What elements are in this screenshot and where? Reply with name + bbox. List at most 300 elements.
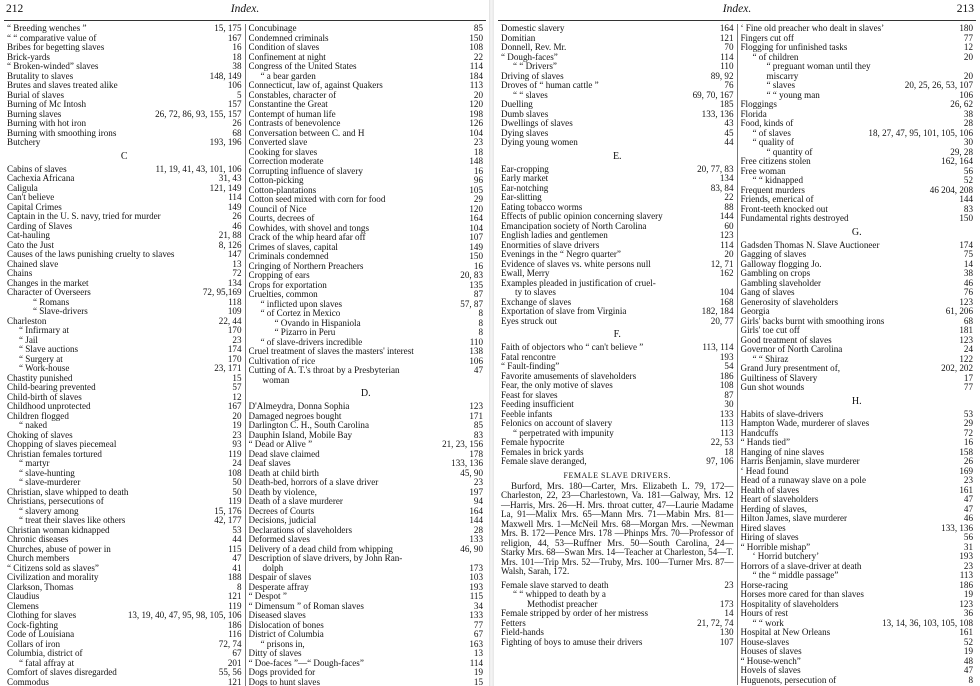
- index-term: Evidence of slaves vs. white persons null: [501, 259, 651, 269]
- page-references: 20: [724, 250, 734, 259]
- index-term: Chopping of slaves piecemeal: [7, 440, 117, 449]
- index-term: Crack of the whip heard afar off: [248, 233, 366, 242]
- index-entry: [741, 53, 974, 63]
- page-references: 11, 19, 41, 43, 101, 106: [155, 164, 242, 174]
- index-term: Domestic slavery: [501, 24, 565, 33]
- index-entry: [501, 419, 734, 429]
- page-references: 20, 25, 26, 53, 107: [904, 81, 973, 90]
- index-entry: [741, 345, 974, 355]
- page-references: 162, 164: [941, 157, 973, 166]
- page-references: 36: [963, 609, 973, 618]
- page-references: 77: [963, 383, 973, 392]
- index-term: Cat-hauling: [7, 231, 50, 240]
- index-entry: [501, 638, 734, 648]
- page-references: 20, 77, 83: [697, 164, 734, 174]
- page-references: 20, 77: [710, 316, 734, 326]
- page-references: 29: [963, 419, 973, 428]
- index-entry: [501, 174, 734, 184]
- index-term: “ fatal affray at: [19, 658, 75, 668]
- index-term: Hours of rest: [740, 609, 788, 618]
- page-references: 123: [719, 231, 734, 240]
- index-term: Gadsden Thomas N. Slave Auctioneer: [740, 240, 880, 250]
- page-references: 44: [232, 535, 242, 544]
- index-entry: [501, 298, 734, 308]
- page-references: 26, 62: [950, 100, 973, 109]
- page-references: 83: [473, 430, 483, 440]
- page-references: 133, 136: [451, 459, 483, 468]
- index-entry: [249, 252, 484, 262]
- index-term: Children flogged: [7, 411, 69, 421]
- page-references: 21, 23, 156: [442, 440, 483, 449]
- page-references: 97, 106: [706, 457, 734, 466]
- index-term: Driving of slaves: [501, 71, 564, 81]
- index-entry: [7, 488, 242, 498]
- index-term: Child-bearing prevented: [7, 383, 96, 392]
- index-term: Cock-fighting: [7, 620, 59, 630]
- page-references: 88: [724, 202, 734, 212]
- index-entry: [741, 250, 974, 260]
- page-references: 133: [469, 611, 483, 620]
- index-entry: [501, 241, 734, 251]
- index-term: Frequent murders: [740, 185, 805, 195]
- index-entry: [7, 640, 242, 650]
- index-term: Dogs provided for: [248, 668, 316, 677]
- page-references: 161: [959, 485, 973, 495]
- page-references: 28: [473, 525, 483, 535]
- index-term: Habits of slave-drivers: [740, 409, 824, 419]
- index-term: Clothing for slaves: [7, 611, 77, 620]
- index-entry: [741, 91, 974, 101]
- page-references: 162: [719, 269, 734, 278]
- index-term: Burial of slaves: [7, 90, 65, 100]
- page-references: 21, 88: [218, 231, 242, 240]
- index-term: Dislocation of bones: [248, 620, 324, 630]
- index-entry: [7, 326, 242, 336]
- page-references: 119: [228, 601, 242, 611]
- index-entry: [501, 212, 734, 222]
- index-entry: [249, 110, 484, 120]
- index-term: “ slavery among: [19, 506, 79, 516]
- page-references: 5: [236, 90, 242, 100]
- index-term: Enormities of slave drivers: [501, 240, 600, 250]
- page-references: 67: [473, 630, 483, 639]
- left-index-column-2: [245, 24, 487, 686]
- index-term: Cotton seed mixed with corn for food: [248, 195, 386, 204]
- index-term: Cultivation of rice: [248, 356, 316, 366]
- page-references: 72, 74: [218, 639, 242, 649]
- index-entry: [249, 81, 484, 91]
- index-entry: [741, 657, 974, 667]
- index-entry: [7, 668, 242, 678]
- index-entry: [741, 457, 974, 467]
- index-entry: [249, 412, 484, 422]
- index-term: Handcuffs: [740, 428, 779, 438]
- page-references: 144: [959, 195, 973, 204]
- index-entry: [501, 353, 734, 363]
- index-entry: [741, 119, 974, 129]
- index-entry: [741, 619, 974, 629]
- index-entry: [7, 307, 242, 317]
- index-term: Ewall, Merry: [501, 269, 550, 278]
- index-entry: [501, 91, 734, 101]
- page-references: 38: [963, 109, 973, 119]
- index-term: Guiltiness of Slavery: [740, 373, 818, 383]
- page-references: 170: [227, 354, 242, 364]
- index-entry: [249, 554, 484, 564]
- index-entry: [7, 450, 242, 460]
- index-entry: [741, 562, 974, 572]
- index-entry: [501, 72, 734, 82]
- index-entry: [741, 467, 974, 477]
- index-entry: [7, 260, 242, 270]
- page-references: 133: [469, 535, 483, 544]
- section-letter: G.: [851, 226, 862, 238]
- index-entry: [249, 440, 484, 450]
- page-references: 164: [469, 506, 483, 516]
- page-references: 22: [724, 193, 734, 202]
- index-term: “ quality of: [752, 138, 794, 147]
- right-running-head: [498, 0, 976, 21]
- page-references: 8: [968, 675, 973, 685]
- page-references: 29: [473, 195, 483, 204]
- page-references: 186: [227, 620, 242, 630]
- page-references: 12: [232, 392, 242, 402]
- page-references: 185: [719, 100, 734, 109]
- index-entry: [501, 184, 734, 194]
- index-entry: [501, 165, 734, 175]
- page-references: 56: [963, 533, 973, 542]
- index-entry: [7, 554, 242, 564]
- index-term: Despair of slaves: [248, 573, 312, 582]
- page-references: 120: [469, 204, 483, 214]
- index-entry: [7, 269, 242, 279]
- page-references: 174: [227, 345, 242, 354]
- index-entry: [7, 678, 242, 686]
- page-references: 121: [719, 33, 734, 43]
- index-entry: [249, 421, 484, 431]
- page-references: 148: [469, 157, 483, 166]
- index-term: Choking of slaves: [7, 430, 73, 440]
- index-term: “ perpetrated with impunity: [513, 428, 614, 438]
- index-entry: [741, 410, 974, 420]
- index-entry: [7, 250, 242, 260]
- page-references: 60: [724, 221, 734, 231]
- index-entry: [741, 533, 974, 543]
- index-entry: [249, 611, 484, 621]
- index-term: “ Horrible mishap”: [740, 542, 811, 552]
- index-entry: [249, 148, 484, 158]
- page-references: 107: [469, 233, 483, 242]
- page-references: 120: [469, 100, 483, 109]
- index-entry: [7, 564, 242, 574]
- index-entry: [501, 372, 734, 382]
- page-references: 56: [963, 166, 973, 176]
- index-entry: [741, 590, 974, 600]
- page-references: 22: [473, 52, 483, 62]
- index-entry: [249, 243, 484, 253]
- index-entry: [501, 400, 734, 410]
- index-entry: [249, 376, 484, 386]
- index-term: Deaf slaves: [248, 459, 291, 468]
- index-term: Herding of slaves,: [740, 504, 807, 514]
- index-entry: [249, 319, 484, 329]
- page-references: 20: [963, 71, 973, 81]
- section-letter: E.: [612, 150, 622, 162]
- right-page-number: 213: [956, 3, 974, 15]
- index-term: “ Ovando in Hispaniola: [274, 318, 361, 328]
- index-entry: [249, 431, 484, 441]
- page-references: 44: [724, 138, 734, 147]
- page-references: 186: [959, 580, 973, 590]
- index-entry: [741, 448, 974, 458]
- index-entry: [501, 250, 734, 260]
- page-references: 12: [963, 43, 973, 52]
- index-term: Congress of the United States: [248, 62, 357, 71]
- index-entry: [7, 364, 242, 374]
- index-term: Converted slave: [248, 138, 308, 147]
- index-entry: [741, 647, 974, 657]
- index-entry: [249, 186, 484, 196]
- page-references: 20: [232, 411, 242, 421]
- index-term: “ quantity of: [766, 147, 813, 157]
- index-entry: [741, 628, 974, 638]
- index-entry: [7, 583, 242, 593]
- index-entry: [7, 355, 242, 365]
- index-term: “ “ young man: [766, 90, 820, 100]
- page-references: 16: [232, 43, 242, 52]
- index-entry: [7, 611, 242, 621]
- right-index-column-1: [498, 24, 737, 685]
- index-term: “ Doe-faces ”—“ Dough-faces”: [248, 658, 364, 668]
- index-term: Fighting of boys to amuse their drivers: [501, 637, 643, 647]
- index-term: “ Broken-winded” slaves: [7, 62, 99, 71]
- index-entry: [501, 129, 734, 139]
- page-references: 46, 90: [460, 544, 483, 554]
- index-term: Cropping of ears: [248, 271, 310, 280]
- page-references: 94: [473, 497, 483, 506]
- page-references: 54: [724, 362, 734, 371]
- page-references: 105: [469, 185, 483, 195]
- index-entry: [249, 640, 484, 650]
- page-references: 13, 14, 36, 103, 105, 108: [882, 618, 973, 628]
- page-references: 114: [228, 193, 242, 202]
- page-references: 20: [963, 52, 973, 62]
- page-references: 113: [959, 571, 973, 580]
- page-references: 121, 149: [209, 183, 242, 193]
- index-entry: [249, 678, 484, 686]
- index-term: Capital Crimes: [7, 202, 62, 212]
- left-running-head: [4, 0, 486, 21]
- index-entry: [741, 24, 974, 34]
- page-references: 13: [473, 649, 483, 658]
- page-references: 50: [232, 487, 242, 497]
- page-references: 67: [232, 649, 242, 658]
- index-entry: [741, 195, 974, 205]
- index-term: Flogging for unfinished tasks: [740, 43, 848, 52]
- page-references: 96: [473, 176, 483, 185]
- index-entry: [741, 419, 974, 429]
- index-entry: [7, 203, 242, 213]
- index-entry: [501, 222, 734, 232]
- index-term: Fetters: [501, 618, 526, 628]
- index-term: English ladies and gentlemen: [501, 231, 608, 240]
- index-term: Heart of slaveholders: [740, 495, 819, 504]
- index-entry: [501, 193, 734, 203]
- page-references: 8: [236, 582, 242, 592]
- page-references: 15: [232, 373, 242, 383]
- index-entry: [501, 269, 734, 279]
- index-term: Harris Benjamin, slave murderer: [740, 457, 860, 466]
- index-term: Head of a runaway slave on a pole: [740, 476, 866, 485]
- index-term: Droves of “ human cattle ”: [501, 81, 599, 90]
- index-term: “ slave-murderer: [19, 478, 81, 487]
- index-term: ‘ Horrid butchery’: [752, 552, 820, 561]
- index-term: Burning with hot iron: [7, 119, 87, 128]
- page-references: 161: [959, 628, 973, 637]
- index-entry: [501, 381, 734, 391]
- index-entry: [249, 53, 484, 63]
- page-references: 123: [959, 297, 973, 307]
- page-references: 85: [473, 421, 483, 430]
- index-term: Church members: [7, 554, 70, 563]
- index-term: Horse-racing: [740, 580, 788, 590]
- page-references: 138: [469, 347, 483, 356]
- index-term: Constables, character of: [248, 90, 337, 100]
- index-term: Brick-yards: [7, 52, 50, 62]
- page-references: 158: [959, 447, 973, 457]
- index-entry: [741, 383, 974, 393]
- index-term: Confinement at night: [248, 52, 326, 62]
- index-entry: [249, 271, 484, 281]
- page-references: 28: [963, 119, 973, 128]
- index-entry: [249, 357, 484, 367]
- index-term: Chained slave: [7, 259, 59, 269]
- index-entry: [7, 24, 242, 34]
- index-entry: [7, 459, 242, 469]
- page-references: 133, 136: [701, 109, 734, 119]
- page-references: 23: [232, 335, 242, 345]
- page-references: 38: [232, 62, 242, 71]
- index-entry: [741, 543, 974, 553]
- page-references: 19: [232, 421, 242, 430]
- page-references: 47: [232, 554, 242, 563]
- index-term: Commodus: [7, 677, 49, 686]
- index-entry: [501, 628, 734, 638]
- index-entry: [249, 157, 484, 167]
- page-references: 53: [963, 409, 973, 419]
- subsection-heading: FEMALE SLAVE DRIVERS.: [563, 470, 671, 480]
- page-references: 85: [473, 24, 483, 33]
- page-references: 123: [469, 402, 483, 411]
- page-references: 170: [227, 326, 242, 335]
- index-term: Cooking for slaves: [248, 147, 318, 157]
- index-entry: [7, 279, 242, 289]
- page-references: 108: [469, 43, 483, 52]
- page-references: 48: [963, 656, 973, 666]
- page-references: 193, 196: [209, 138, 242, 147]
- index-term: Fear, the only motive of slaves: [501, 381, 613, 390]
- index-entry: [741, 43, 974, 53]
- index-entry: [741, 279, 974, 289]
- page-references: 47: [473, 366, 483, 375]
- page-references: 115: [228, 544, 242, 554]
- index-entry: [249, 602, 484, 612]
- index-entry: [7, 545, 242, 555]
- index-term: “ a bear garden: [260, 71, 316, 81]
- index-entry: [7, 421, 242, 431]
- index-term: Description of slave drivers, by John Ran-: [248, 554, 403, 563]
- index-term: Cotton-picking: [248, 176, 304, 185]
- index-term: Donnell, Rev. Mr.: [501, 43, 567, 52]
- index-entry: [501, 362, 734, 372]
- index-term: Concubinage: [248, 24, 297, 33]
- index-entry: [741, 241, 974, 251]
- index-entry: [741, 524, 974, 534]
- page-references: 114: [720, 52, 734, 62]
- index-term: “ slave-hunting: [19, 468, 75, 478]
- index-entry: [741, 495, 974, 505]
- page-references: 8: [478, 318, 483, 328]
- index-entry: [249, 195, 484, 205]
- page-references: 83, 84: [710, 183, 734, 193]
- index-term: Health of slaves: [740, 485, 800, 495]
- index-term: “ Dough-faces”: [501, 52, 558, 62]
- index-term: Changes in the market: [7, 278, 89, 288]
- page-references: 14: [963, 259, 973, 269]
- page-references: 52: [963, 176, 973, 185]
- left-page-number: 212: [6, 3, 24, 15]
- index-term: Hired slaves: [740, 523, 786, 533]
- index-entry: [741, 666, 974, 676]
- page-references: 87: [724, 390, 734, 400]
- index-entry: [7, 222, 242, 232]
- page-references: 173: [469, 563, 483, 573]
- index-entry: [741, 298, 974, 308]
- index-entry: [249, 516, 484, 526]
- index-term: Eating tobacco worms: [501, 202, 583, 212]
- index-term: Clemens: [7, 601, 39, 611]
- page-references: 23, 171: [214, 364, 242, 373]
- page-references: 83: [963, 204, 973, 214]
- index-entry: [249, 91, 484, 101]
- index-term: Courts, decrees of: [248, 214, 315, 223]
- index-entry: [501, 438, 734, 448]
- index-term: D'Almeydra, Donna Sophia: [248, 402, 350, 411]
- index-term: “ Work-house: [19, 364, 70, 373]
- index-entry: [249, 497, 484, 507]
- page-references: 123: [959, 335, 973, 345]
- page-references: 15: [473, 677, 483, 686]
- index-entry: [741, 110, 974, 120]
- index-term: Contrasts of benevolence: [248, 119, 341, 128]
- index-term: Cowhides, with shovel and tongs: [248, 223, 369, 233]
- page-references: 41: [232, 563, 242, 573]
- index-entry: [249, 328, 484, 338]
- index-entry: [501, 62, 734, 72]
- index-entry: [249, 649, 484, 659]
- page-references: 198: [469, 109, 483, 119]
- index-term: “ of children: [752, 52, 799, 62]
- page-references: 149: [227, 202, 242, 212]
- page-references: 46: [963, 278, 973, 288]
- index-term: Fingers cut off: [740, 33, 794, 43]
- index-term: Grand Jury presentment of,: [740, 364, 840, 373]
- page-references: 24: [963, 345, 973, 354]
- page-references: 109: [227, 307, 242, 316]
- index-entry: [741, 374, 974, 384]
- page-references: 116: [228, 630, 242, 639]
- index-entry: [249, 224, 484, 234]
